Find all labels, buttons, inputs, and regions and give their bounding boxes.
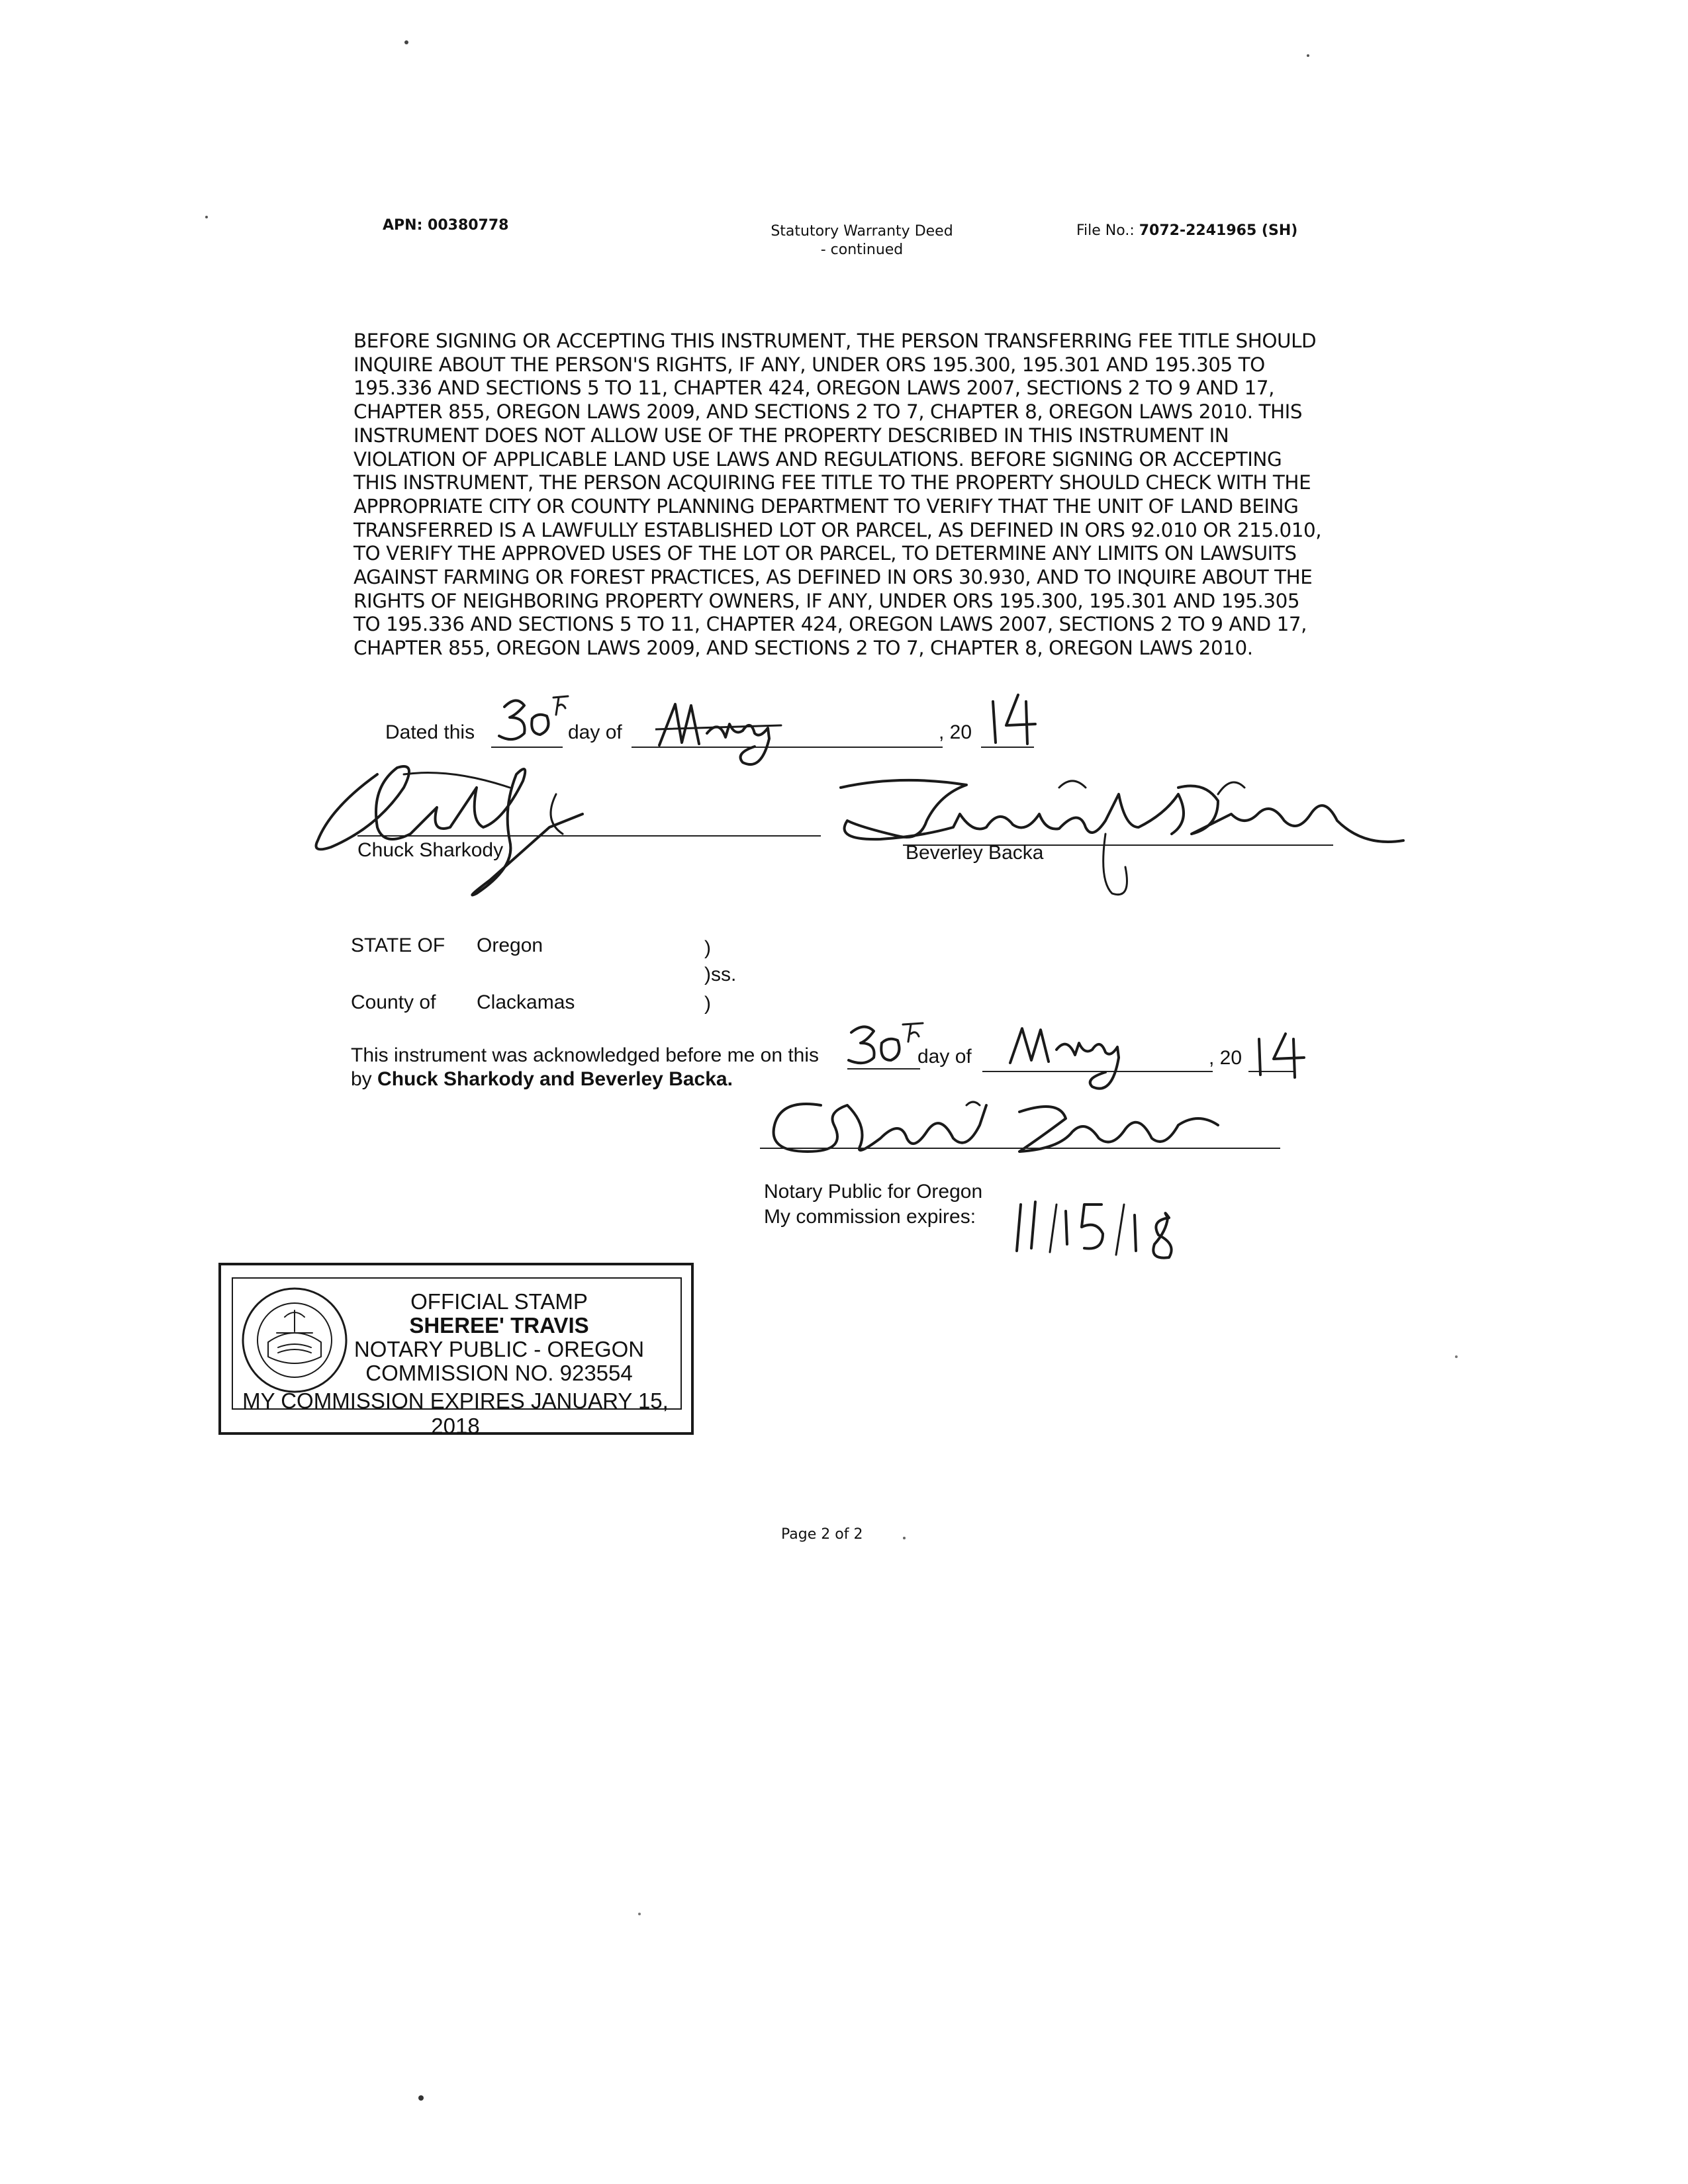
apn-label: APN: 00380778 bbox=[383, 217, 509, 234]
dated-year-prefix: , 20 bbox=[939, 721, 972, 743]
ack-day-of: day of bbox=[917, 1046, 972, 1068]
stamp-line-5: MY COMMISSION EXPIRES JANUARY 15, 2018 bbox=[242, 1388, 669, 1438]
ack-prefix: This instrument was acknowledged before me on this bbox=[351, 1044, 820, 1066]
notice-line: THIS INSTRUMENT, THE PERSON ACQUIRING FEE TITLE TO THE PROPERTY SHOULD CHECK WITH THE bbox=[353, 471, 1311, 494]
document-title-text: Statutory Warranty Deed bbox=[771, 223, 953, 240]
ack-by-names: Chuck Sharkody and Beverley Backa. bbox=[377, 1068, 733, 1090]
dated-day-of: day of bbox=[568, 721, 622, 743]
venue-paren-bottom: ) bbox=[704, 993, 711, 1015]
right-signer-name: Beverley Backa bbox=[906, 842, 1044, 864]
page-number: Page 2 of 2 bbox=[781, 1526, 863, 1543]
notice-line: AGAINST FARMING OR FOREST PRACTICES, AS DEFINED IN ORS 30.930, AND TO INQUIRE ABOUT THE bbox=[353, 566, 1313, 589]
notice-line: CHAPTER 855, OREGON LAWS 2009, AND SECTIONS 2 TO 7, CHAPTER 8, OREGON LAWS 2010. THIS bbox=[353, 400, 1303, 424]
notice-line: TRANSFERRED IS A LAWFULLY ESTABLISHED LOT OR PARCEL, AS DEFINED IN ORS 92.010 OR 215.010, bbox=[353, 518, 1322, 541]
ack-year-prefix: , 20 bbox=[1209, 1047, 1243, 1069]
stamp-line-2: SHEREE' TRAVIS bbox=[409, 1313, 589, 1338]
notice-line: TO VERIFY THE APPROVED USES OF THE LOT OR PARCEL, TO DETERMINE ANY LIMITS ON LAWSUITS bbox=[353, 542, 1297, 565]
state-label: STATE OF bbox=[351, 934, 445, 956]
notice-line: CHAPTER 855, OREGON LAWS 2009, AND SECTIONS 2 TO 7, CHAPTER 8, OREGON LAWS 2010. bbox=[353, 637, 1253, 660]
notice-line: VIOLATION OF APPLICABLE LAND USE LAWS AND REGULATIONS. BEFORE SIGNING OR ACCEPTING bbox=[353, 447, 1282, 471]
county-label: County of bbox=[351, 991, 436, 1013]
venue-ss: )ss. bbox=[704, 964, 737, 985]
notice-line: TO 195.336 AND SECTIONS 5 TO 11, CHAPTER 424, OREGON LAWS 2007, SECTIONS 2 TO 9 AND 17, bbox=[353, 613, 1307, 636]
ack-by-label: by bbox=[351, 1068, 372, 1090]
notice-line: INSTRUMENT DOES NOT ALLOW USE OF THE PROPERTY DESCRIBED IN THIS INSTRUMENT IN bbox=[353, 424, 1229, 447]
stamp-line-3: NOTARY PUBLIC - OREGON bbox=[353, 1337, 645, 1361]
dated-prefix: Dated this bbox=[385, 721, 475, 743]
notice-line: APPROPRIATE CITY OR COUNTY PLANNING DEPARTMENT TO VERIFY THAT THE UNIT OF LAND BEING bbox=[353, 494, 1299, 518]
left-signer-name: Chuck Sharkody bbox=[357, 839, 504, 861]
document-subtitle: - continued bbox=[820, 242, 904, 258]
file-number-label: File No.: bbox=[1076, 222, 1135, 239]
file-number-value: 7072-2241965 (SH) bbox=[1139, 222, 1298, 239]
notice-line: BEFORE SIGNING OR ACCEPTING THIS INSTRUMENT, THE PERSON TRANSFERRING FEE TITLE SHOULD bbox=[353, 330, 1317, 352]
notice-line: RIGHTS OF NEIGHBORING PROPERTY OWNERS, IF ANY, UNDER ORS 195.300, 195.301 AND 195.305 bbox=[353, 589, 1300, 612]
notice-line: 195.336 AND SECTIONS 5 TO 11, CHAPTER 424, OREGON LAWS 2007, SECTIONS 2 TO 9 AND 17, bbox=[353, 377, 1274, 400]
notice-line: INQUIRE ABOUT THE PERSON'S RIGHTS, IF ANY, UNDER ORS 195.300, 195.301 AND 195.305 TO bbox=[353, 353, 1265, 376]
county-value: Clackamas bbox=[477, 991, 575, 1013]
venue-paren-top: ) bbox=[704, 937, 711, 959]
notary-title: Notary Public for Oregon bbox=[764, 1181, 983, 1203]
stamp-line-4: COMMISSION NO. 923554 bbox=[365, 1361, 633, 1385]
state-value: Oregon bbox=[477, 934, 543, 956]
commission-expires-label: My commission expires: bbox=[764, 1206, 976, 1228]
stamp-line-1: OFFICIAL STAMP bbox=[410, 1289, 588, 1314]
